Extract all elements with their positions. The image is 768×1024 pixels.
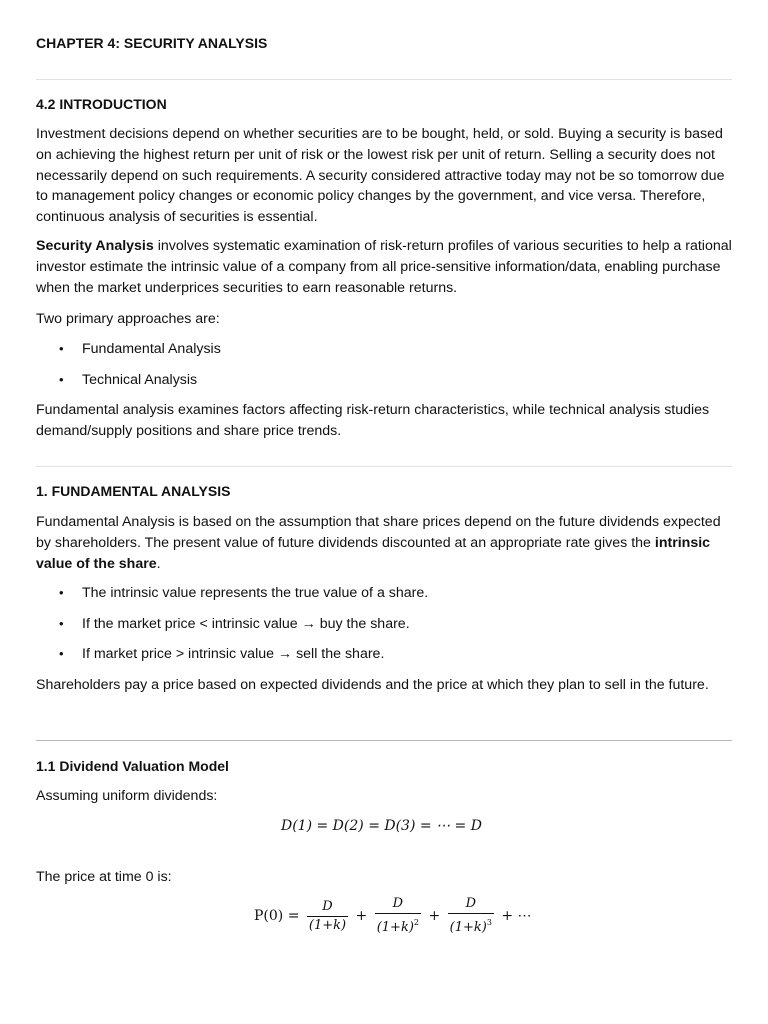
intro-paragraph: Investment decisions depend on whether securities are to be bought, held, or sold. Buying a security is based on achieving the highest return per unit of risk or the lowest risk per unit of return. Selling a security does not necessarily depend on such requirements. A security considered attractive today may not be so tomorrow due to management policy changes or economic policy changes by the government, and vice versa. Therefore, continuous analysis of securities is essential. — [36, 126, 725, 226]
bullet-icon: • — [59, 646, 64, 662]
divider — [36, 740, 732, 741]
analysis-comparison-paragraph: Fundamental analysis examines factors affecting risk-return characteristics, while technical analysis studies demand/supply positions and share price trends. — [36, 402, 710, 439]
fraction-numerator: D — [392, 896, 404, 911]
fraction-denominator — [307, 916, 348, 935]
uniform-dividends-text: Assuming uniform dividends: — [36, 788, 218, 804]
list-item-text: Fundamental Analysis — [82, 341, 221, 357]
fraction-numerator: D — [465, 896, 476, 911]
list-item-text: Technical Analysis — [82, 371, 198, 388]
section-heading-dividend-model: 1.1 Dividend Valuation Model — [36, 758, 229, 774]
fraction-term — [375, 895, 421, 937]
denominator-base: (1+k) — [449, 920, 487, 935]
plus-sign: + — [355, 907, 368, 924]
list-item-text: The intrinsic value represents the true value of a share. — [82, 585, 429, 601]
shareholders-paragraph: Shareholders pay a price based on expected dividends and the price at which they plan to sell in the future. — [36, 677, 709, 693]
approaches-list — [36, 339, 732, 400]
fraction-term — [448, 895, 494, 937]
denominator-exponent: 2 — [413, 918, 419, 927]
intrinsic-value-term: intrinsic value of the share — [36, 534, 711, 572]
bullet-icon: • — [59, 585, 64, 600]
series-continuation: + ⋯ — [501, 907, 532, 924]
fraction-term — [307, 898, 348, 935]
price-equation-lhs: P(0) = — [254, 907, 300, 924]
price-equation — [253, 895, 533, 937]
intrinsic-value-rules — [36, 583, 732, 675]
fundamental-paragraph — [36, 512, 732, 574]
fraction-numerator: D — [322, 898, 333, 914]
fundamental-text-end: . — [156, 555, 161, 572]
list-item — [36, 614, 732, 645]
list-item-text: If the market price < intrinsic value → buy the share. — [82, 615, 410, 632]
bullet-icon: • — [59, 371, 64, 387]
denominator-base: (1+k) — [376, 920, 414, 935]
section-heading-introduction: 4.2 INTRODUCTION — [36, 96, 167, 112]
bullet-icon: • — [59, 341, 64, 356]
fundamental-text: Fundamental Analysis is based on the assumption that share prices depend on the future dividends expected by shareholders. The present value of future dividends discounted at an appropriate rate gives the — [36, 514, 721, 551]
security-analysis-paragraph — [36, 236, 732, 298]
security-analysis-text: involves systematic examination of risk-return profiles of various securities to help a rational investor estimate the intrinsic value of a company from all price-sensitive information/data, enabling purchase when the market underprices securities to earn reasonable returns. — [36, 238, 732, 296]
denominator-exponent: 3 — [486, 918, 492, 927]
plus-sign: + — [428, 907, 441, 924]
list-item — [36, 644, 732, 675]
fraction-denominator — [448, 913, 494, 937]
uniform-dividend-equation: D(1) = D(2) = D(3) = ⋯ = D — [281, 818, 482, 834]
fraction-denominator — [375, 913, 421, 937]
divider — [36, 79, 732, 80]
list-item — [36, 370, 732, 401]
chapter-title: CHAPTER 4: SECURITY ANALYSIS — [36, 35, 268, 51]
list-item — [36, 583, 732, 614]
bullet-icon: • — [59, 615, 64, 631]
divider — [36, 466, 732, 467]
price-at-time-zero-text: The price at time 0 is: — [36, 869, 172, 885]
approaches-intro: Two primary approaches are: — [36, 311, 220, 327]
security-analysis-term: Security Analysis — [36, 238, 154, 254]
list-item — [36, 339, 732, 370]
denominator-base: (1+k) — [308, 917, 347, 933]
list-item-text: If market price > intrinsic value → sell the share. — [82, 646, 385, 663]
section-heading-fundamental: 1. FUNDAMENTAL ANALYSIS — [36, 483, 231, 499]
